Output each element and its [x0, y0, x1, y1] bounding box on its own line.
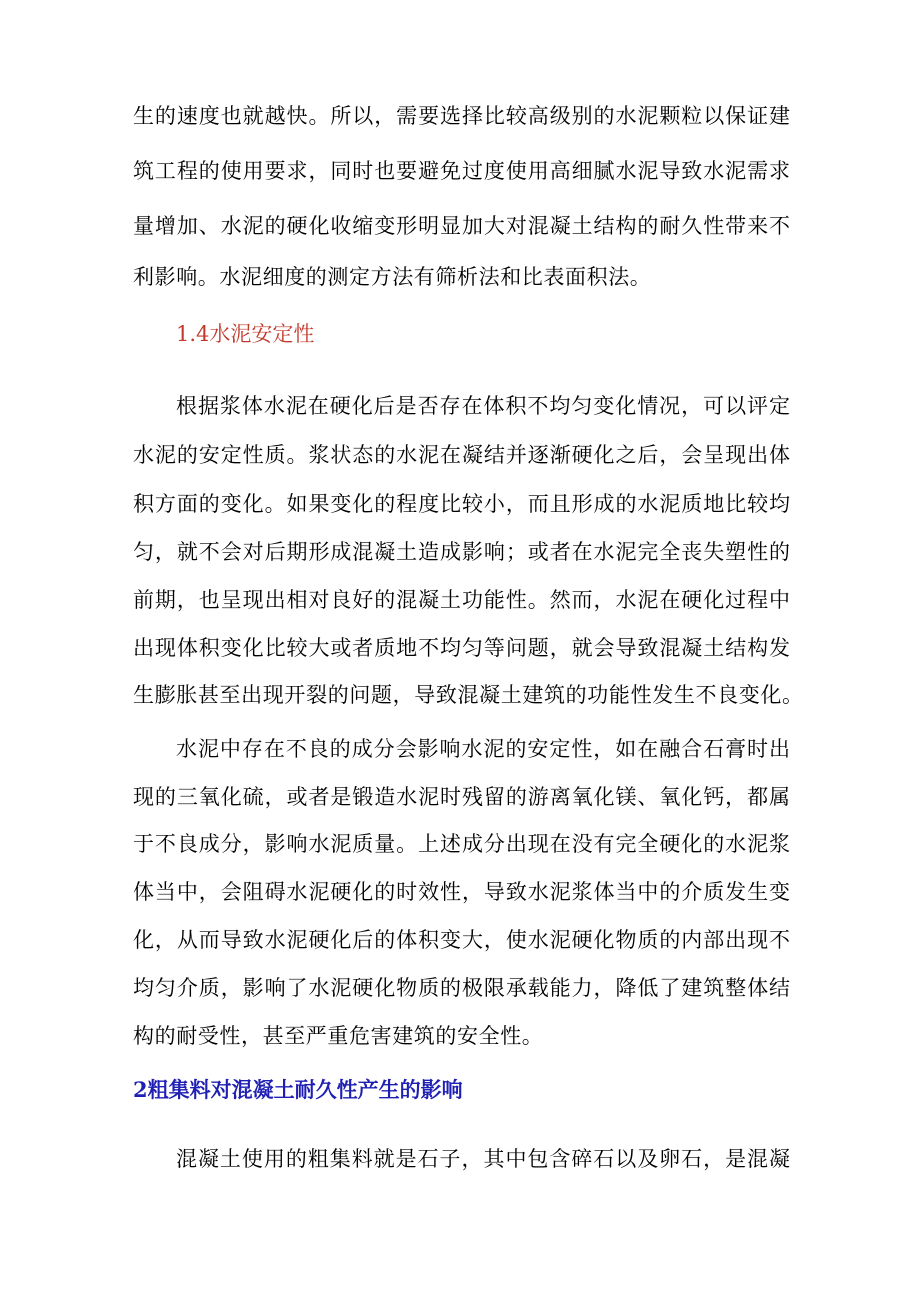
- section-heading-1-4: 1.4水泥安定性: [176, 322, 315, 346]
- paragraph-3-line-3: 于不良成分，影响水泥质量。上述成分出现在没有完全硬化的水泥浆: [133, 832, 790, 856]
- section-heading-2: 2粗集料对混凝土耐久性产生的影响: [133, 1077, 463, 1102]
- paragraph-4-line-1: 混凝土使用的粗集料就是石子，其中包含碎石以及卵石，是混凝: [176, 1147, 790, 1171]
- paragraph-3-line-5: 化，从而导致水泥硬化后的体积变大，使水泥硬化物质的内部出现不: [133, 928, 790, 952]
- paragraph-2-line-3: 积方面的变化。如果变化的程度比较小，而且形成的水泥质地比较均: [133, 492, 790, 516]
- paragraph-1-line-4: 利影响。水泥细度的测定方法有筛析法和比表面积法。: [133, 265, 652, 289]
- paragraph-2-line-2: 水泥的安定性质。浆状态的水泥在凝结并逐渐硬化之后，会呈现出体: [133, 443, 790, 467]
- paragraph-3-line-4: 体当中，会阻碍水泥硬化的时效性，导致水泥浆体当中的介质发生变: [133, 880, 790, 904]
- paragraph-1-line-3: 量增加、水泥的硬化收缩变形明显加大对混凝土结构的耐久性带来不: [133, 214, 790, 238]
- paragraph-3-line-2: 现的三氧化硫，或者是锻造水泥时残留的游离氧化镁、氧化钙，都属: [133, 785, 790, 809]
- paragraph-2-line-4: 匀，就不会对后期形成混凝土造成影响；或者在水泥完全丧失塑性的: [133, 540, 790, 564]
- paragraph-2-line-1: 根据浆体水泥在硬化后是否存在体积不均匀变化情况，可以评定: [176, 394, 790, 418]
- paragraph-3-line-6: 均匀介质，影响了水泥硬化物质的极限承载能力，降低了建筑整体结: [133, 976, 790, 1000]
- paragraph-2-line-6: 出现体积变化比较大或者质地不均匀等问题，就会导致混凝土结构发: [133, 636, 790, 660]
- paragraph-2-line-5: 前期，也呈现出相对良好的混凝土功能性。然而，水泥在硬化过程中: [133, 588, 790, 612]
- paragraph-2-line-7: 生膨胀甚至出现开裂的问题，导致混凝土建筑的功能性发生不良变化。: [133, 683, 803, 707]
- paragraph-3-line-1: 水泥中存在不良的成分会影响水泥的安定性，如在融合石膏时出: [176, 737, 790, 761]
- paragraph-1-line-2: 筑工程的使用要求，同时也要避免过度使用高细腻水泥导致水泥需求: [133, 159, 790, 183]
- paragraph-1-line-1: 生的速度也就越快。所以，需要选择比较高级别的水泥颗粒以保证建: [133, 104, 790, 128]
- paragraph-3-line-7: 构的耐受性，甚至严重危害建筑的安全性。: [133, 1024, 544, 1048]
